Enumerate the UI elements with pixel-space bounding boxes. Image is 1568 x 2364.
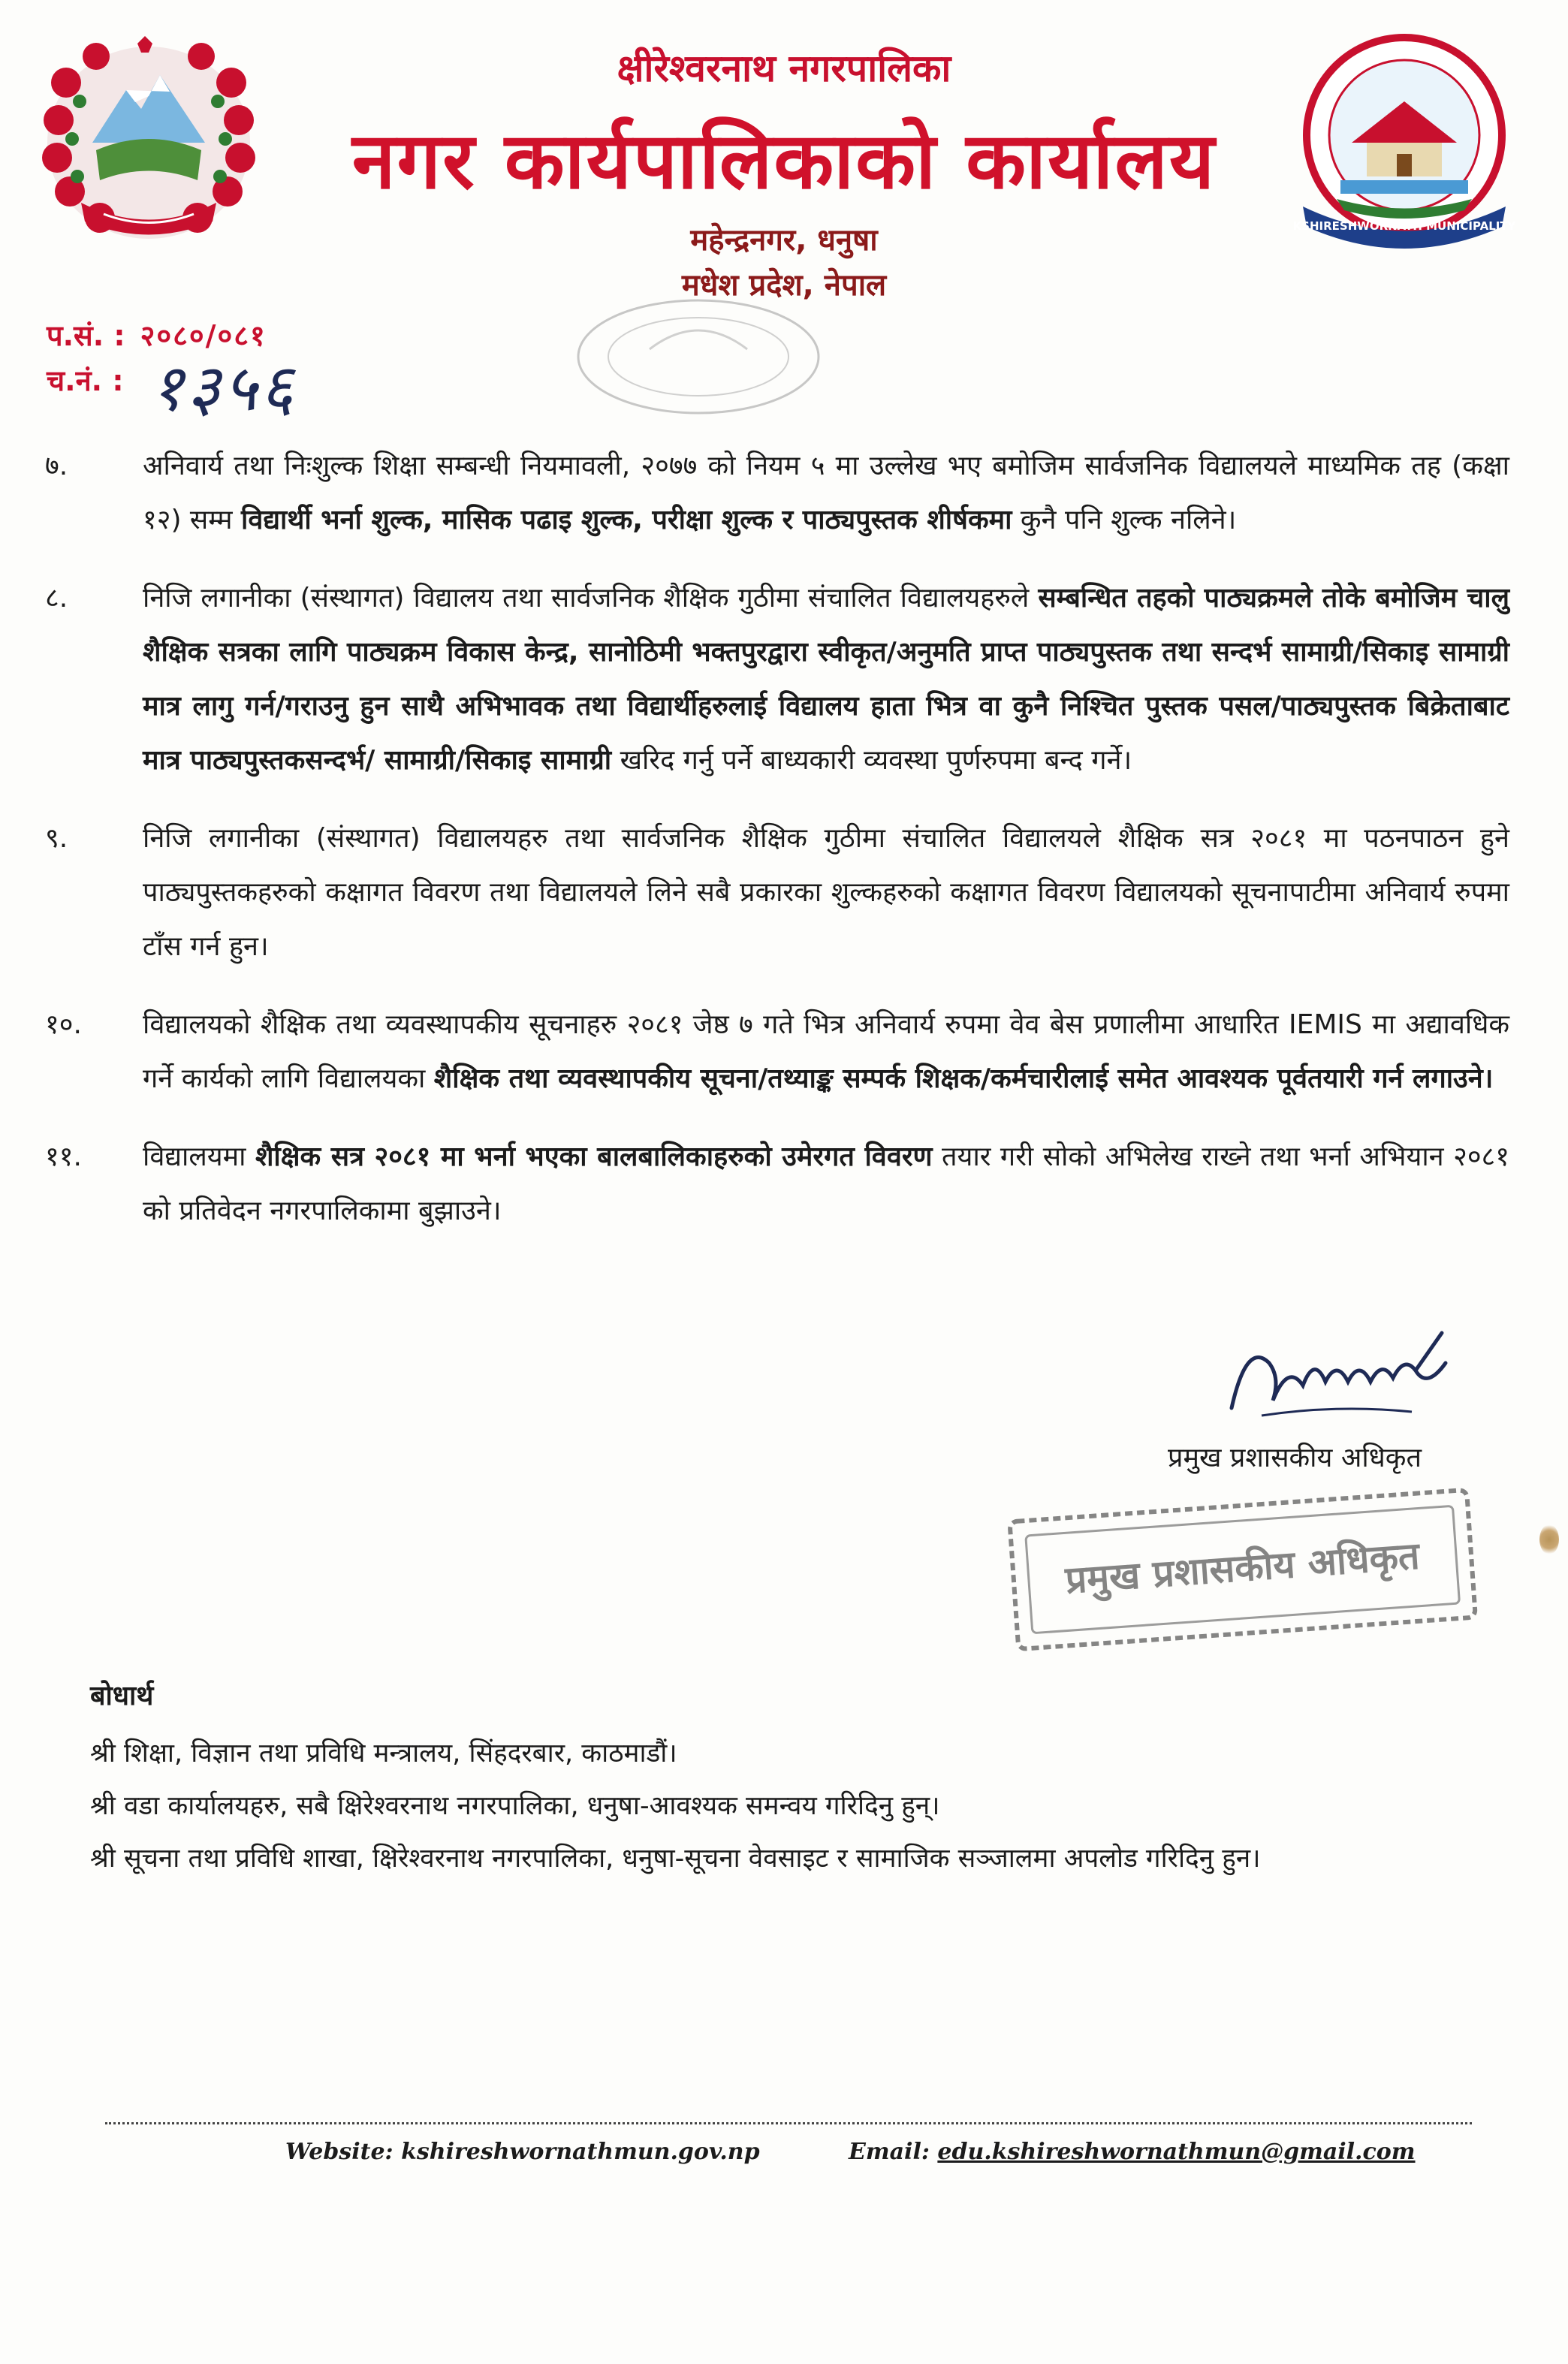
item-text-run: अनिवार्य तथा निःशुल्क शिक्षा सम्बन्धी नियमावली, २०७७ को नियम ५ मा उल्लेख भए बमोजिम सार्वजनिक विद्यालयले माध्यमिक तह (कक्षा १२) सम्म — [143, 451, 1509, 535]
item-number: ७. — [45, 451, 68, 481]
paper-spot — [1539, 1524, 1559, 1554]
item-number: ११. — [45, 1141, 82, 1172]
address-line-2: मधेश प्रदेश, नेपाल — [681, 268, 887, 303]
footer-divider — [105, 2122, 1472, 2124]
cc-heading: बोधार्थ — [90, 1681, 154, 1711]
item-text — [143, 439, 1509, 547]
item-text-bold: सम्बन्धित तहको पाठ्यक्रमले तोके बमोजिम चालु शैक्षिक सत्रका लागि पाठ्यक्रम विकास केन्द्र, सानोठिमी भक्तपुरद्वारा स्वीकृत/अनुमति प्राप्त पाठ्यपुस्तक तथा सन्दर्भ सामाग्री/सिकाइ सामाग्री मात्र लागु गर्न/गराउनु हुन साथै अभिभावक तथा विद्यार्थीहरुलाई विद्यालय हाता भित्र वा कुनै निश्चित पुस्तक पसल/पाठ्यपुस्तक बिक्रेताबाट मात्र पाठ्यपुस्तकसन्दर्भ/ सामाग्री/सिकाइ सामाग्री — [143, 583, 1509, 776]
office-title: नगर कार्यपालिकाको कार्यालय — [351, 115, 1217, 207]
email-label: Email: — [849, 2139, 930, 2165]
footer-email — [849, 2139, 1416, 2165]
item-text-run: निजि लगानीका (संस्थागत) विद्यालयहरु तथा सार्वजनिक शैक्षिक गुठीमा संचालित विद्यालयले शैक्षिक सत्र २०८१ मा पठनपाठन हुने पाठ्यपुस्तकहरुको कक्षागत विवरण तथा विद्यालयले लिने सबै प्रकारका शुल्कहरुको कक्षागत विवरण विद्यालयको सूचनापाटीमा अनिवार्य रुपमा टाँस गर्न हुन। — [143, 823, 1509, 962]
list-item — [45, 571, 1509, 788]
municipality-name: क्षीरेश्वरनाथ नगरपालिका — [617, 47, 951, 90]
chalani-number-handwritten: १३५६ — [150, 351, 297, 426]
item-text-bold: विद्यार्थी भर्ना शुल्क, मासिक पढाइ शुल्क, परीक्षा शुल्क र पाठ्यपुस्तक शीर्षकमा — [241, 505, 1012, 535]
item-text-run: विद्यालयमा — [143, 1141, 255, 1172]
item-text-run: कुनै पनि शुल्क नलिने। — [1012, 505, 1237, 535]
list-item — [45, 998, 1509, 1106]
logo-ribbon-text: KSHIRESHWORNATH MUNICIPALITY — [1292, 219, 1516, 233]
office-stamp-icon — [559, 297, 837, 432]
signature-icon — [1217, 1318, 1457, 1431]
cc-item: श्री शिक्षा, विज्ञान तथा प्रविधि मन्त्रालय, सिंहदरबार, काठमाडौं। — [90, 1738, 677, 1768]
item-text — [143, 812, 1509, 974]
item-text-bold: शैक्षिक तथा व्यवस्थापकीय सूचना/तथ्याङ्क सम्पर्क शिक्षक/कर्मचारीलाई समेत आवश्यक पूर्वतयारी गर्न लगाउने। — [433, 1063, 1494, 1094]
item-number: ९. — [45, 823, 68, 854]
footer-website — [285, 2139, 760, 2165]
item-text-bold: शैक्षिक सत्र २०८१ मा भर्ना भएका बालबालिकाहरुको उमेरगत विवरण — [255, 1141, 933, 1172]
ps-value: २०८०/०८१ — [140, 319, 267, 352]
municipality-logo-icon — [1284, 30, 1524, 255]
item-text-run: खरिद गर्नु पर्ने बाध्यकारी व्यवस्था पुर्णरुपमा बन्द गर्ने। — [611, 745, 1132, 776]
item-text-run: निजि लगानीका (संस्थागत) विद्यालय तथा सार्वजनिक शैक्षिक गुठीमा संचालित विद्यालयहरुले — [143, 583, 1039, 614]
item-text — [143, 1130, 1509, 1238]
list-item — [45, 439, 1509, 547]
item-number: ८. — [45, 583, 68, 614]
official-rank-stamp-icon — [1003, 1483, 1483, 1663]
website-link[interactable]: kshireshwornathmun.gov.np — [401, 2139, 760, 2165]
address-line-1: महेन्द्रनगर, धनुषा — [690, 223, 878, 258]
item-text — [143, 998, 1509, 1106]
item-number: १०. — [45, 1009, 82, 1040]
website-label: Website: — [285, 2139, 394, 2165]
cc-list — [90, 1727, 1517, 1885]
item-text — [143, 571, 1509, 788]
signatory-title: प्रमुख प्रशासकीय अधिकृत — [1168, 1443, 1422, 1473]
chalani-number — [47, 360, 124, 400]
ps-label: प.सं. : — [47, 319, 125, 352]
item-text-run: तयार गरी सोको अभिलेख राख्ने तथा भर्ना अभियान २०८१ को प्रतिवेदन नगरपालिकामा बुझाउने। — [143, 1141, 1509, 1226]
list-item — [45, 1130, 1509, 1238]
instruction-list — [45, 439, 1509, 1262]
item-text-run: विद्यालयको शैक्षिक तथा व्यवस्थापकीय सूचनाहरु २०८१ जेष्ठ ७ गते भित्र अनिवार्य रुपमा वेव बेस प्रणालीमा आधारित IEMIS मा अद्यावधिक गर्ने कार्यको लागि विद्यालयका — [143, 1009, 1509, 1094]
cc-item: श्री वडा कार्यालयहरु, सबै क्षिरेश्वरनाथ नगरपालिका, धनुषा-आवश्यक समन्वय गरिदिनु हुन्। — [90, 1791, 940, 1821]
cc-item: श्री सूचना तथा प्रविधि शाखा, क्षिरेश्वरनाथ नगरपालिका, धनुषा-सूचना वेवसाइट र सामाजिक सञ्जालमा अपलोड गरिदिनु हुन। — [90, 1844, 1261, 1874]
cn-label: च.नं. : — [47, 364, 124, 397]
email-link[interactable]: edu.kshireshwornathmun@gmail.com — [937, 2139, 1416, 2165]
stamp-text: प्रमुख प्रशासकीय अधिकृत — [1063, 1533, 1422, 1603]
list-item — [45, 812, 1509, 974]
